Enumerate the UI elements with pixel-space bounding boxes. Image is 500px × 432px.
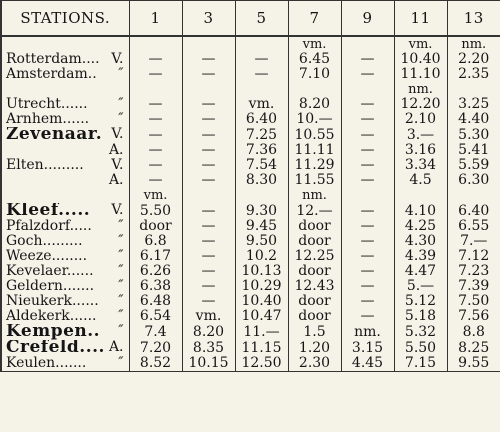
time-cell: 10.40 (235, 294, 288, 309)
table-row (1, 356, 500, 372)
table-row (1, 67, 500, 82)
header-train-7: 7 (288, 1, 341, 37)
station-name: Weeze........ (6, 249, 88, 264)
time-cell: 7.— (447, 234, 500, 249)
time-cell: 12.50 (235, 356, 288, 372)
station-name: Kleef..... (6, 203, 91, 219)
time-cell: 4.5 (394, 173, 447, 188)
time-cell (288, 82, 341, 97)
station-cell (1, 264, 129, 279)
table-row (1, 203, 500, 219)
table-row (1, 264, 500, 279)
time-cell: — (182, 173, 235, 188)
time-cell: — (341, 264, 394, 279)
time-cell: 8.30 (235, 173, 288, 188)
time-cell (182, 188, 235, 203)
time-cell: 3.15 (341, 340, 394, 356)
arrival-departure-mark: V. (111, 52, 124, 67)
time-cell: — (182, 52, 235, 67)
time-cell: — (129, 112, 182, 127)
time-cell (341, 82, 394, 97)
time-cell (129, 36, 182, 52)
station-cell (1, 36, 129, 52)
time-cell: 4.40 (447, 112, 500, 127)
arrival-departure-mark: A. (108, 340, 124, 355)
table-row (1, 234, 500, 249)
time-cell: 5.59 (447, 158, 500, 173)
time-cell (235, 188, 288, 203)
station-name: Amsterdam.. (6, 67, 97, 82)
table-row (1, 249, 500, 264)
time-cell: 2.10 (394, 112, 447, 127)
time-cell: — (182, 127, 235, 143)
time-cell (394, 188, 447, 203)
time-cell: 1.5 (288, 324, 341, 340)
time-cell: — (341, 203, 394, 219)
time-cell: 11.10 (394, 67, 447, 82)
time-cell (182, 82, 235, 97)
time-cell: 11.15 (235, 340, 288, 356)
time-cell: 5.30 (447, 127, 500, 143)
arrival-departure-mark: ″ (118, 234, 124, 249)
time-cell: 6.40 (447, 203, 500, 219)
time-cell: — (182, 294, 235, 309)
time-cell: 6.54 (129, 309, 182, 324)
time-cell: 12.— (288, 203, 341, 219)
station-cell (1, 188, 129, 203)
time-cell: 10.2 (235, 249, 288, 264)
time-cell: 2.30 (288, 356, 341, 372)
time-cell: door (288, 309, 341, 324)
time-cell: 7.4 (129, 324, 182, 340)
time-cell: 11.29 (288, 158, 341, 173)
station-name: Utrecht...... (6, 97, 88, 112)
timetable-body (1, 36, 500, 372)
time-cell: 3.34 (394, 158, 447, 173)
header-train-13: 13 (447, 1, 500, 37)
time-cell: 5.— (394, 279, 447, 294)
time-cell: — (182, 234, 235, 249)
station-cell (1, 52, 129, 67)
table-row (1, 340, 500, 356)
time-cell: 7.10 (288, 67, 341, 82)
time-cell: 11.55 (288, 173, 341, 188)
time-cell: 8.8 (447, 324, 500, 340)
time-cell: nm. (394, 82, 447, 97)
time-cell: — (341, 309, 394, 324)
station-cell (1, 324, 129, 340)
time-cell (341, 36, 394, 52)
time-cell: — (182, 264, 235, 279)
header-row (1, 1, 500, 37)
station-name: Rotterdam.... (6, 52, 100, 67)
time-cell: door (288, 264, 341, 279)
time-cell: vm. (288, 36, 341, 52)
time-cell: 7.20 (129, 340, 182, 356)
station-name: Nieukerk...... (6, 294, 99, 309)
time-cell: 6.48 (129, 294, 182, 309)
time-cell: 7.56 (447, 309, 500, 324)
time-cell (182, 36, 235, 52)
time-cell: 10.29 (235, 279, 288, 294)
arrival-departure-mark: ″ (118, 324, 124, 339)
station-cell (1, 112, 129, 127)
time-cell: 6.17 (129, 249, 182, 264)
time-cell: — (129, 173, 182, 188)
time-cell (129, 82, 182, 97)
time-cell: 5.18 (394, 309, 447, 324)
table-row (1, 324, 500, 340)
table-row (1, 158, 500, 173)
time-cell: — (182, 97, 235, 112)
time-cell: nm. (447, 36, 500, 52)
time-cell: — (341, 97, 394, 112)
time-cell: — (129, 52, 182, 67)
time-cell: 5.41 (447, 143, 500, 158)
arrival-departure-mark: ″ (118, 279, 124, 294)
time-cell: — (182, 143, 235, 158)
time-cell: 2.35 (447, 67, 500, 82)
time-cell: — (341, 52, 394, 67)
time-cell: — (129, 158, 182, 173)
time-cell: — (341, 249, 394, 264)
time-cell: 7.50 (447, 294, 500, 309)
time-cell: 5.12 (394, 294, 447, 309)
time-cell (447, 188, 500, 203)
station-name: Geldern....... (6, 279, 95, 294)
time-cell: — (341, 67, 394, 82)
time-cell: 6.38 (129, 279, 182, 294)
time-cell (235, 82, 288, 97)
time-cell: 5.32 (394, 324, 447, 340)
time-cell: — (235, 52, 288, 67)
time-cell: 9.30 (235, 203, 288, 219)
time-cell (341, 188, 394, 203)
station-name: Keulen....... (6, 356, 87, 371)
time-cell: nm. (288, 188, 341, 203)
time-cell: — (235, 67, 288, 82)
station-cell (1, 294, 129, 309)
time-cell: 4.47 (394, 264, 447, 279)
time-cell: 6.45 (288, 52, 341, 67)
arrival-departure-mark: ″ (118, 264, 124, 279)
time-cell: 5.50 (129, 203, 182, 219)
time-cell: door (129, 219, 182, 234)
time-cell: — (341, 143, 394, 158)
arrival-departure-mark: A. (108, 143, 124, 158)
header-train-9: 9 (341, 1, 394, 37)
time-cell (447, 82, 500, 97)
station-cell (1, 127, 129, 143)
time-cell: 8.35 (182, 340, 235, 356)
arrival-departure-mark: V. (111, 127, 124, 142)
arrival-departure-mark: ″ (118, 356, 124, 371)
station-cell (1, 309, 129, 324)
arrival-departure-mark: A. (108, 173, 124, 188)
time-cell: 6.40 (235, 112, 288, 127)
time-cell: 7.15 (394, 356, 447, 372)
time-cell: 1.20 (288, 340, 341, 356)
time-cell: 4.45 (341, 356, 394, 372)
table-row (1, 112, 500, 127)
station-cell (1, 340, 129, 356)
time-cell: 12.20 (394, 97, 447, 112)
table-row (1, 127, 500, 143)
arrival-departure-mark: ″ (118, 97, 124, 112)
station-cell (1, 279, 129, 294)
arrival-departure-mark: V. (111, 203, 124, 218)
station-name: Zevenaar. (6, 127, 103, 143)
station-name: Crefeld.... (6, 340, 105, 356)
station-name: Elten......... (6, 158, 84, 173)
time-cell: — (182, 279, 235, 294)
time-cell: 10.— (288, 112, 341, 127)
time-cell: 12.43 (288, 279, 341, 294)
time-cell: — (129, 67, 182, 82)
time-cell: door (288, 234, 341, 249)
time-cell: 7.12 (447, 249, 500, 264)
time-cell: vm. (182, 309, 235, 324)
time-cell: door (288, 294, 341, 309)
time-cell: — (182, 249, 235, 264)
time-cell: 4.10 (394, 203, 447, 219)
time-cell: — (129, 143, 182, 158)
time-cell: vm. (129, 188, 182, 203)
table-row (1, 36, 500, 52)
time-cell: door (288, 219, 341, 234)
time-cell: 10.47 (235, 309, 288, 324)
station-cell (1, 82, 129, 97)
time-cell: 8.25 (447, 340, 500, 356)
station-cell (1, 234, 129, 249)
station-name: Kevelaer...... (6, 264, 94, 279)
time-cell: 8.20 (182, 324, 235, 340)
header-train-3: 3 (182, 1, 235, 37)
table-row (1, 82, 500, 97)
time-cell: 6.8 (129, 234, 182, 249)
header-train-11: 11 (394, 1, 447, 37)
time-cell: — (341, 158, 394, 173)
time-cell: — (182, 112, 235, 127)
time-cell: 10.15 (182, 356, 235, 372)
station-cell (1, 173, 129, 188)
time-cell: — (341, 127, 394, 143)
time-cell: 6.55 (447, 219, 500, 234)
time-cell: — (182, 158, 235, 173)
time-cell: 5.50 (394, 340, 447, 356)
table-row (1, 97, 500, 112)
time-cell: 7.25 (235, 127, 288, 143)
time-cell: — (341, 294, 394, 309)
time-cell: vm. (394, 36, 447, 52)
header-train-5: 5 (235, 1, 288, 37)
arrival-departure-mark: ″ (118, 112, 124, 127)
table-row (1, 279, 500, 294)
arrival-departure-mark: ″ (118, 219, 124, 234)
station-cell (1, 97, 129, 112)
time-cell: 9.45 (235, 219, 288, 234)
time-cell: — (182, 203, 235, 219)
time-cell: 10.55 (288, 127, 341, 143)
station-name: Arnhem...... (6, 112, 90, 127)
time-cell: 11.— (235, 324, 288, 340)
time-cell: 8.52 (129, 356, 182, 372)
header-stations: STATIONS. (1, 1, 129, 37)
time-cell: — (129, 97, 182, 112)
time-cell: 4.39 (394, 249, 447, 264)
table-row (1, 309, 500, 324)
time-cell: — (341, 173, 394, 188)
time-cell: 3.16 (394, 143, 447, 158)
time-cell: 7.23 (447, 264, 500, 279)
station-cell (1, 158, 129, 173)
time-cell: 4.25 (394, 219, 447, 234)
time-cell: — (182, 67, 235, 82)
time-cell: 2.20 (447, 52, 500, 67)
time-cell: 10.40 (394, 52, 447, 67)
time-cell: 7.54 (235, 158, 288, 173)
station-cell (1, 356, 129, 372)
arrival-departure-mark: ″ (118, 249, 124, 264)
station-name: Aldekerk...... (6, 309, 97, 324)
time-cell: 10.13 (235, 264, 288, 279)
station-cell (1, 67, 129, 82)
station-cell (1, 203, 129, 219)
time-cell: 4.30 (394, 234, 447, 249)
time-cell: — (341, 112, 394, 127)
time-cell: 7.39 (447, 279, 500, 294)
table-row (1, 219, 500, 234)
time-cell: 9.50 (235, 234, 288, 249)
time-cell: 3.25 (447, 97, 500, 112)
time-cell: 7.36 (235, 143, 288, 158)
time-cell: 9.55 (447, 356, 500, 372)
table-row (1, 52, 500, 67)
time-cell: — (341, 279, 394, 294)
header-train-1: 1 (129, 1, 182, 37)
station-name: Pfalzdorf..... (6, 219, 92, 234)
station-cell (1, 249, 129, 264)
table-row (1, 173, 500, 188)
time-cell: 6.26 (129, 264, 182, 279)
time-cell: — (182, 219, 235, 234)
time-cell: 3.— (394, 127, 447, 143)
time-cell: 12.25 (288, 249, 341, 264)
time-cell: — (341, 219, 394, 234)
arrival-departure-mark: ″ (118, 294, 124, 309)
station-cell (1, 219, 129, 234)
table-row (1, 143, 500, 158)
arrival-departure-mark: V. (111, 158, 124, 173)
time-cell: 8.20 (288, 97, 341, 112)
table-row (1, 294, 500, 309)
time-cell: vm. (235, 97, 288, 112)
station-name: Goch......... (6, 234, 83, 249)
time-cell: 6.30 (447, 173, 500, 188)
time-cell: — (129, 127, 182, 143)
time-cell: 11.11 (288, 143, 341, 158)
arrival-departure-mark: ″ (118, 309, 124, 324)
time-cell: nm. (341, 324, 394, 340)
arrival-departure-mark: ″ (118, 67, 124, 82)
time-cell: — (341, 234, 394, 249)
table-row (1, 188, 500, 203)
station-cell (1, 143, 129, 158)
station-name: Kempen.. (6, 324, 101, 340)
time-cell (235, 36, 288, 52)
